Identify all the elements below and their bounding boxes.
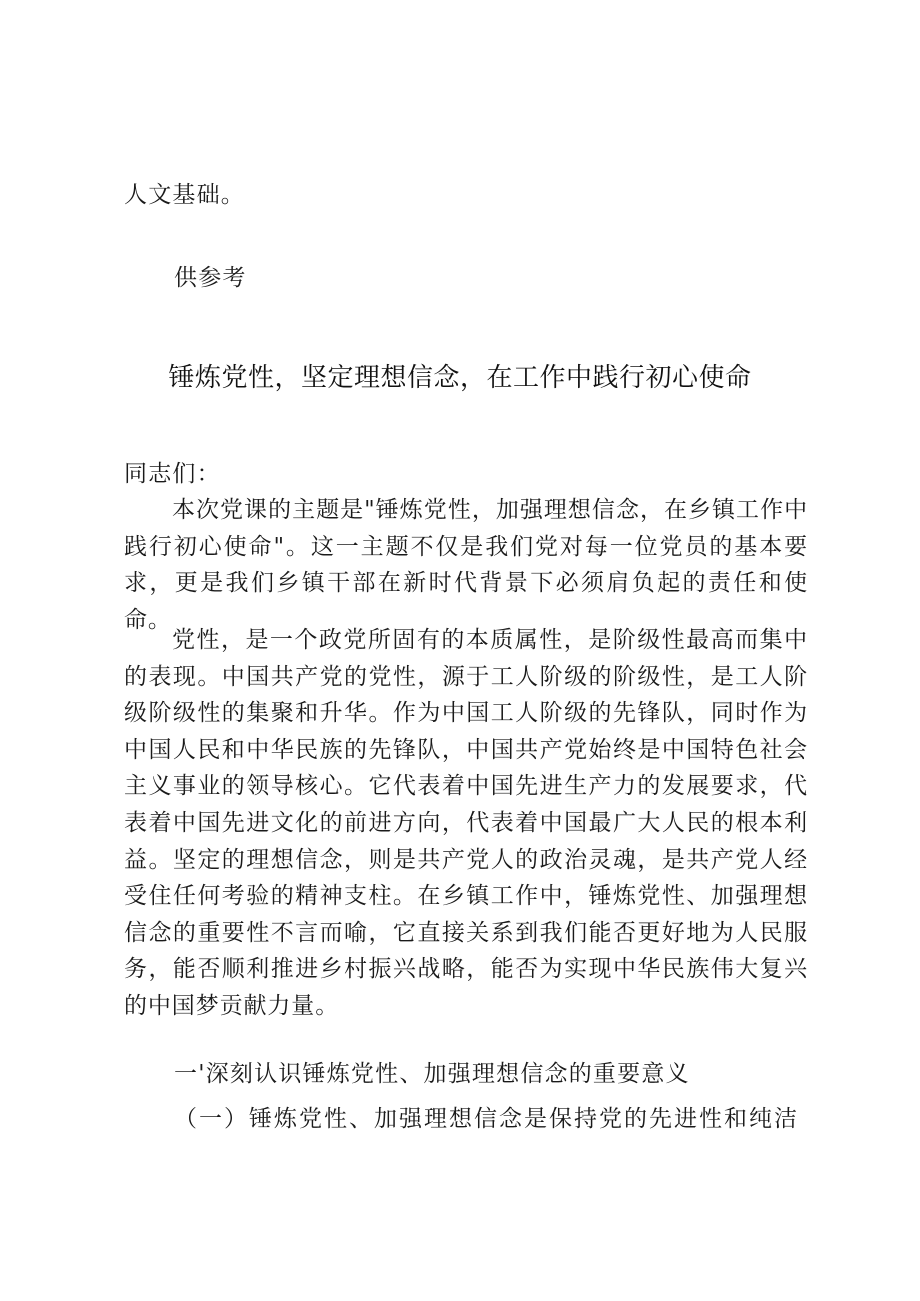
paragraph-party-spirit: 党性，是一个政党所固有的本质属性，是阶级性最高而集中的表现。中国共产党的党性，源于工人阶级的阶级性，是工人阶级阶级性的集聚和升华。作为中国工人阶级的先锋队，同时作为中国人民和中华民族的先锋队，中国共产党始终是中国特色社会主义事业的领导核心。它代表着中国先进生产力的发展要求，代表着中国先进文化的前进方向，代表着中国最广大人民的根本利益。坚定的理想信念，则是共产党人的政治灵魂，是共产党人经受住任何考验的精神支柱。在乡镇工作中，锤炼党性、加强理想信念的重要性不言而喻，它直接关系到我们能否更好地为人民服务，能否顺利推进乡村振兴战略，能否为实现中华民族伟大复兴的中国梦贡献力量。 <box>124 627 808 1019</box>
document-title: 锤炼党性，坚定理想信念，在工作中践行初心使命 <box>168 363 752 393</box>
salutation: 同志们： <box>124 461 221 487</box>
previous-page-tail-text: 人文基础。 <box>124 182 245 208</box>
subsection-heading-1: （一）锤炼党性、加强理想信念是保持党的先进性和纯洁 <box>174 1106 799 1132</box>
paragraph-intro: 本次党课的主题是"锤炼党性，加强理想信念，在乡镇工作中践行初心使命"。这一主题不仅是我们党对每一位党员的基本要求，更是我们乡镇干部在新时代背景下必须肩负起的责任和使命。 <box>124 497 808 633</box>
section-heading-1: 一'深刻认识锤炼党性、加强理想信念的重要意义 <box>174 1061 690 1087</box>
reference-note: 供参考 <box>174 265 247 291</box>
